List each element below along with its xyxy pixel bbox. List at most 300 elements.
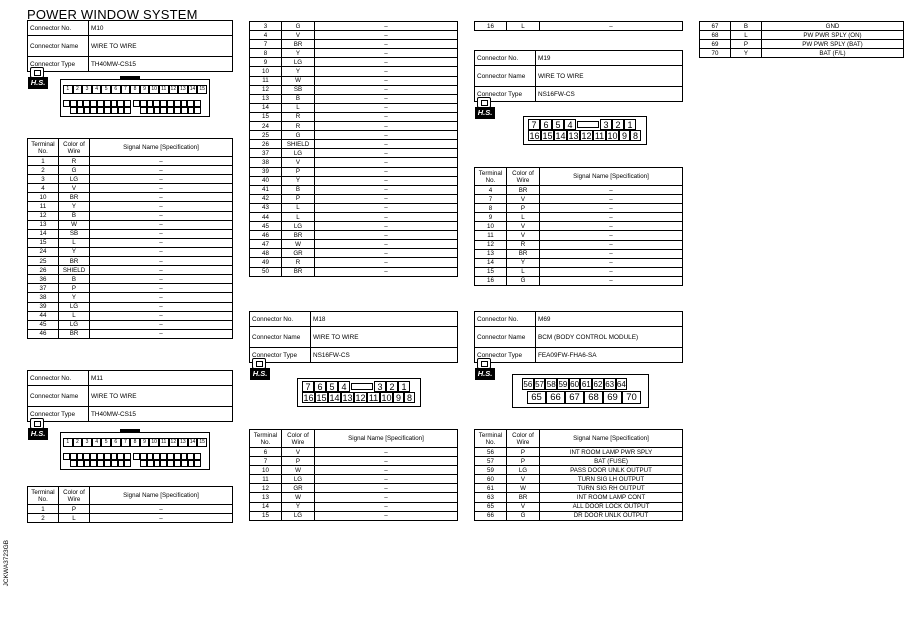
wire-color: W [282,240,315,249]
terminal-no: 2 [28,514,59,523]
terminal-no: 39 [250,167,282,176]
connector-pin: 1 [63,438,73,447]
terminal-row [250,167,458,176]
terminal-row [475,249,683,258]
color-of-wire-header: Color of Wire [59,487,90,505]
terminal-no: 24 [28,247,59,256]
signal-name: – [90,193,233,202]
signal-name: – [90,238,233,247]
wire-color: V [507,475,540,484]
wire-color: G [59,166,90,175]
signal-name: – [540,240,683,249]
terminal-no: 12 [475,240,507,249]
signal-name: – [540,267,683,276]
connector-pin: 59 [558,380,568,389]
wire-color: W [59,220,90,229]
m11-hs-icon: H.S. [28,418,48,440]
signal-name: GND [762,22,904,31]
signal-name: – [315,112,458,121]
terminal-no: 12 [250,484,282,493]
connector-pin: 9 [140,85,150,94]
m18-connector-no: M18 [311,312,458,327]
terminal-row [250,185,458,194]
color-of-wire-header: Color of Wire [282,430,315,448]
terminal-no: 40 [250,176,282,185]
signal-name: – [315,76,458,85]
terminal-row [250,31,458,40]
connector-cavity-row [133,100,201,107]
wire-color: G [507,276,540,285]
signal-name: – [315,122,458,131]
connector-pin: 64 [616,380,626,389]
connector-pin: 13 [178,438,188,447]
wire-color: BR [507,493,540,502]
terminal-row [28,302,233,311]
terminal-row [28,284,233,293]
terminal-no: 7 [250,457,282,466]
connector-pin: 9 [619,130,630,141]
signal-name: – [540,195,683,204]
connector-cavity-row [63,100,131,107]
terminal-no: 38 [250,158,282,167]
connector-pin: 11 [368,393,379,403]
terminal-row [475,195,683,204]
signal-name: – [315,231,458,240]
wire-color: BR [59,193,90,202]
terminal-no: 8 [475,204,507,213]
signal-name: – [90,302,233,311]
signal-name: – [315,94,458,103]
signal-name: – [315,22,458,31]
wire-color: BR [282,267,315,276]
connector-pin: 14 [329,393,340,403]
signal-name-header: Signal Name [Specification] [540,430,683,448]
terminal-no: 60 [475,475,507,484]
wire-color: B [731,22,762,31]
wire-color: G [507,511,540,520]
terminal-no: 14 [250,103,282,112]
connector-pin: 10 [149,85,159,94]
terminal-row [250,112,458,121]
connector-pin: 15 [542,131,553,141]
connector-type-label: Connector Type [250,348,311,363]
terminal-row [250,76,458,85]
terminal-row [250,249,458,258]
terminal-row [700,40,904,49]
signal-name-header: Signal Name [Specification] [315,430,458,448]
wire-color: LG [282,58,315,67]
wire-color: LG [282,149,315,158]
terminal-no-header: Terminal No. [250,430,282,448]
terminal-no: 25 [250,131,282,140]
terminal-row [250,212,458,221]
terminal-no: 26 [28,266,59,275]
connector-pin: 70 [622,391,641,404]
wire-color: V [507,231,540,240]
terminal-no: 13 [250,94,282,103]
terminal-no: 10 [28,193,59,202]
m18-terminal-table [249,429,458,521]
signal-name: – [315,249,458,258]
connector-pin: 14 [555,131,566,141]
terminal-row [475,240,683,249]
connector-no-label: Connector No. [250,312,311,327]
wire-color: Y [282,502,315,511]
terminal-row [250,484,458,493]
terminal-row [250,140,458,149]
m10-connector-no: M10 [89,21,233,36]
wire-color: V [282,448,315,457]
signal-name: BAT (F/L) [762,49,904,58]
connector-pin: 2 [73,85,83,94]
wire-color: P [59,505,90,514]
terminal-no: 13 [28,220,59,229]
terminal-row [250,22,458,31]
signal-name: – [315,58,458,67]
signal-name: ALL DOOR LOCK OUTPUT [540,502,683,511]
signal-name: – [90,220,233,229]
terminal-row [28,175,233,184]
signal-name: PASS DOOR UNLK OUTPUT [540,466,683,475]
connector-pin: 7 [121,438,131,447]
connector-no-label: Connector No. [28,371,89,386]
m19-connector-header [474,50,683,102]
signal-name: – [90,514,233,523]
m69-connector-no: M69 [536,312,683,327]
wire-color: L [59,311,90,320]
signal-name: – [315,194,458,203]
signal-name: – [540,222,683,231]
terminal-row [475,466,683,475]
wire-color: B [59,211,90,220]
signal-name: – [540,22,683,31]
signal-name: – [315,457,458,466]
terminal-row [475,222,683,231]
terminal-row [475,475,683,484]
connector-pin: 15 [197,438,207,447]
terminal-no: 4 [28,184,59,193]
m69-connector-type: FEA09FW-FHA6-SA [536,348,683,363]
connector-cavity-row [70,460,131,467]
terminal-no: 65 [475,502,507,511]
wire-color: BR [282,40,315,49]
terminal-no: 46 [28,329,59,338]
wire-color: V [282,31,315,40]
terminal-row [28,220,233,229]
terminal-row [250,194,458,203]
wire-color: P [731,40,762,49]
connector-pin: 10 [149,438,159,447]
signal-name: – [315,131,458,140]
signal-name-header: Signal Name [Specification] [540,168,683,186]
signal-name: – [540,258,683,267]
wire-color: P [507,204,540,213]
terminal-row [475,213,683,222]
terminal-no: 10 [250,466,282,475]
signal-name: – [90,505,233,514]
wire-color: LG [282,222,315,231]
signal-name: TURN SIG LH OUTPUT [540,475,683,484]
wire-color: Y [507,258,540,267]
connector-name-label: Connector Name [475,66,536,87]
terminal-no: 9 [250,58,282,67]
signal-name: – [90,257,233,266]
signal-name: – [90,166,233,175]
page-title: POWER WINDOW SYSTEM [27,7,198,22]
terminal-no: 15 [475,267,507,276]
color-of-wire-header: Color of Wire [507,430,540,448]
wire-color: LG [507,466,540,475]
connector-pin: 2 [386,381,398,392]
signal-name: – [315,203,458,212]
terminal-no: 6 [250,448,282,457]
connector-type-label: Connector Type [28,57,89,72]
terminal-no: 68 [700,31,731,40]
connector-pin: 15 [316,393,327,403]
connector-pin: 9 [393,392,404,403]
signal-name: – [315,258,458,267]
wire-color: BR [507,249,540,258]
terminal-row [250,511,458,520]
signal-name: – [90,284,233,293]
terminal-no: 10 [475,222,507,231]
connector-name-label: Connector Name [28,36,89,57]
signal-name: BAT (FUSE) [540,457,683,466]
signal-name: – [315,31,458,40]
terminal-no: 12 [250,85,282,94]
wire-color: R [282,122,315,131]
terminal-no: 13 [250,493,282,502]
wire-color: R [59,157,90,166]
signal-name: – [315,484,458,493]
terminal-no: 2 [28,166,59,175]
wire-color: G [282,131,315,140]
connector-pin: 8 [130,438,140,447]
connector-lock [351,383,373,390]
wire-color: R [507,240,540,249]
terminal-no: 1 [28,157,59,166]
connector-pin: 9 [140,438,150,447]
connector-cavity-row [140,107,201,114]
terminal-no: 61 [475,484,507,493]
terminal-no: 38 [28,293,59,302]
connector-pin: 60 [570,380,580,389]
terminal-row [250,502,458,511]
terminal-no: 57 [475,457,507,466]
signal-name: – [315,103,458,112]
terminal-row [475,258,683,267]
connector-pin: 15 [197,85,207,94]
signal-name: – [315,475,458,484]
signal-name: PW PWR SPLY (ON) [762,31,904,40]
terminal-row [475,22,683,31]
connector-pin: 4 [92,438,102,447]
terminal-no: 70 [700,49,731,58]
wire-color: BR [59,257,90,266]
signal-name: DR DOOR UNLK OUTPUT [540,511,683,520]
terminal-no: 24 [250,122,282,131]
connector-pin: 62 [593,380,603,389]
connector-pin: 6 [111,438,121,447]
terminal-row [700,22,904,31]
terminal-no: 59 [475,466,507,475]
color-of-wire-header: Color of Wire [59,139,90,157]
terminal-row [28,229,233,238]
terminal-row [28,193,233,202]
connector-cavity-row [140,460,201,467]
terminal-no: 39 [28,302,59,311]
connector-pin: 12 [355,393,366,403]
wire-color: GR [282,249,315,258]
signal-name: – [90,211,233,220]
terminal-row [28,247,233,256]
connector-pin: 6 [314,381,326,392]
m18-connector-type: NS16FW-CS [311,348,458,363]
signal-name-header: Signal Name [Specification] [90,487,233,505]
connector-pin: 2 [73,438,83,447]
signal-name: – [90,275,233,284]
signal-name: – [540,186,683,195]
wire-color: L [507,213,540,222]
connector-cavity-row [63,453,131,460]
terminal-row [28,238,233,247]
connector-pin: 12 [169,85,179,94]
terminal-row [475,457,683,466]
terminal-no: 16 [475,276,507,285]
terminal-no: 56 [475,448,507,457]
wire-color: P [282,457,315,466]
terminal-row [250,40,458,49]
terminal-no: 1 [28,505,59,514]
terminal-row [475,276,683,285]
signal-name: – [540,231,683,240]
m10-terminal-table [27,138,233,339]
m18-connector-face [297,378,421,407]
connector-name-label: Connector Name [28,386,89,407]
terminal-no: 15 [250,511,282,520]
terminal-no: 3 [250,22,282,31]
m18-connector-name: WIRE TO WIRE [311,327,458,348]
connector-pin: 58 [546,380,556,389]
wire-color: BR [59,329,90,338]
signal-name: – [315,511,458,520]
m11-connector-header [27,370,233,422]
wire-color: BR [282,231,315,240]
terminal-row [250,122,458,131]
m11-terminal-table-continued [249,21,458,277]
terminal-no: 15 [250,112,282,121]
signal-name: – [540,204,683,213]
terminal-no: 37 [250,149,282,158]
terminal-row [28,329,233,338]
signal-name: – [90,293,233,302]
m19-hs-icon: H.S. [475,97,495,119]
connector-no-label: Connector No. [475,312,536,327]
connector-pin: 12 [169,438,179,447]
terminal-no: 63 [475,493,507,502]
wire-color: W [507,484,540,493]
m11-connector-no: M11 [89,371,233,386]
connector-pin: 3 [82,438,92,447]
terminal-no: 47 [250,240,282,249]
terminal-no: 13 [475,249,507,258]
wire-color: Y [59,293,90,302]
terminal-no: 44 [250,212,282,221]
connector-pin: 5 [101,438,111,447]
connector-cavity-row [133,453,201,460]
connector-pin: 13 [568,131,579,141]
wire-color: G [282,22,315,31]
signal-name: – [90,311,233,320]
wire-color: V [59,184,90,193]
terminal-row [250,131,458,140]
terminal-row [475,231,683,240]
terminal-row [475,267,683,276]
wire-color: L [282,203,315,212]
connector-pin: 7 [528,119,540,130]
terminal-no: 50 [250,267,282,276]
connector-pin: 68 [584,391,603,404]
connector-pin: 4 [92,85,102,94]
m69-connector-name: BCM (BODY CONTROL MODULE) [536,327,683,348]
m19-connector-face [523,116,647,145]
signal-name: – [90,266,233,275]
color-of-wire-header: Color of Wire [507,168,540,186]
wire-color: SB [59,229,90,238]
terminal-row [250,448,458,457]
wire-color: Y [731,49,762,58]
signal-name: – [315,212,458,221]
wire-color: Y [282,176,315,185]
wire-color: Y [282,67,315,76]
terminal-row [250,231,458,240]
terminal-row [250,493,458,502]
connector-pin: 56 [523,380,533,389]
m10-connector-type: TH40MW-CS15 [89,57,233,72]
terminal-no: 7 [475,195,507,204]
m18-connector-header [249,311,458,363]
wire-color: P [282,194,315,203]
connector-pin: 8 [130,85,140,94]
terminal-row [28,293,233,302]
terminal-row [28,184,233,193]
connector-pin: 11 [594,131,605,141]
terminal-no: 15 [28,238,59,247]
terminal-row [28,505,233,514]
terminal-no: 46 [250,231,282,240]
terminal-row [250,58,458,67]
terminal-row [28,275,233,284]
signal-name: – [315,222,458,231]
terminal-no: 44 [28,311,59,320]
connector-pin: 4 [564,119,576,130]
m11-terminal-table [27,486,233,523]
terminal-no: 42 [250,194,282,203]
signal-name: – [315,240,458,249]
signal-name: – [315,448,458,457]
connector-pin: 13 [178,85,188,94]
terminal-row [250,149,458,158]
signal-name-header: Signal Name [Specification] [90,139,233,157]
connector-pin: 14 [188,85,198,94]
terminal-no: 14 [28,229,59,238]
wire-color: LG [59,302,90,311]
signal-name: – [90,184,233,193]
wire-color: R [282,258,315,267]
connector-pin: 10 [607,131,618,141]
terminal-no: 45 [250,222,282,231]
signal-name: INT ROOM LAMP CONT [540,493,683,502]
